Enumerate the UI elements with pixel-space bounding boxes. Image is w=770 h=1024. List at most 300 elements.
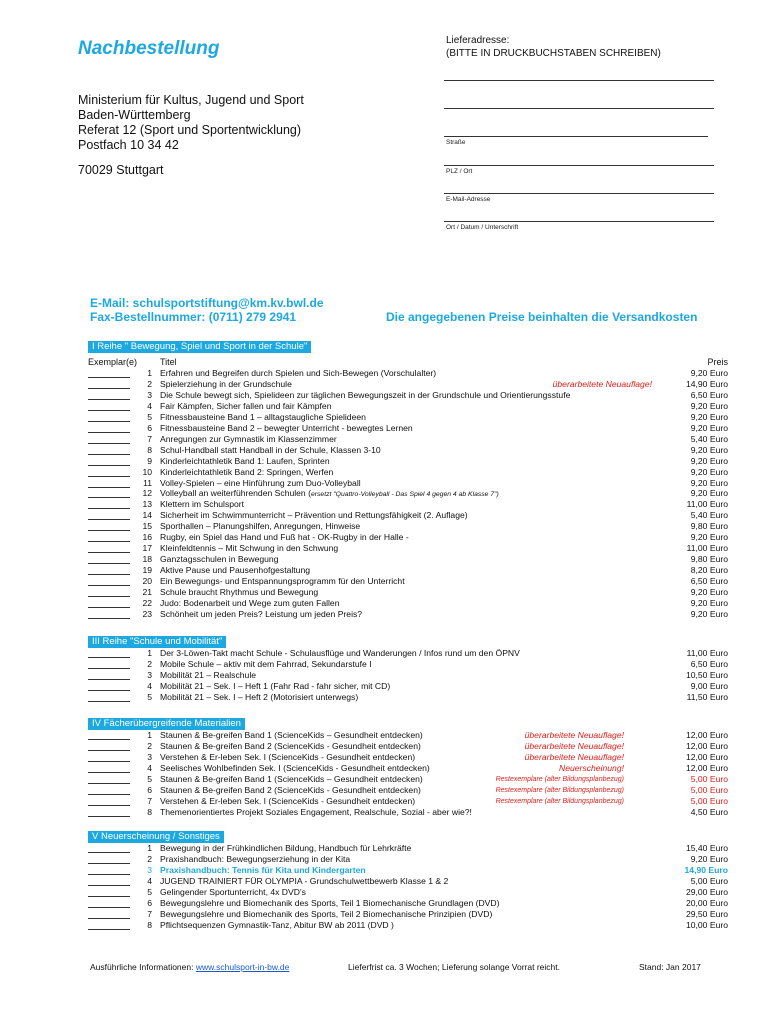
item-price: 9,20 Euro (690, 368, 728, 378)
item-title-text: Mobilität 21 – Realschule (160, 669, 257, 680)
item-title-text: Aktive Pause und Pausenhofgestaltung (160, 565, 311, 576)
item-number: 9 (147, 455, 152, 466)
quantity-field[interactable] (88, 865, 130, 875)
order-row (88, 379, 728, 390)
section-heading: I Reihe " Bewegung, Spiel und Sport in der Schule" (88, 341, 311, 353)
order-row (88, 401, 728, 412)
item-price: 9,80 Euro (690, 521, 728, 532)
item-title (160, 843, 411, 854)
item-price: 9,20 Euro (690, 455, 728, 466)
item-title (160, 576, 405, 587)
item-title (160, 854, 350, 865)
order-row (88, 887, 728, 898)
item-title-text: Rugby, ein Spiel das Hand und Fuß hat - OK-Rugby in der Halle - (160, 532, 409, 543)
item-number: 21 (142, 587, 152, 597)
item-title-text: Staunen & Be-greifen Band 2 (ScienceKids - Gesundheit entdecken) (160, 740, 421, 751)
col-title: Titel (160, 357, 177, 367)
section-heading: V Neuerscheinung / Sonstiges (88, 831, 224, 843)
quantity-field[interactable] (88, 488, 130, 498)
item-title-text: Anregungen zur Gymnastik im Klassenzimmer (160, 433, 337, 444)
item-title (160, 543, 338, 554)
item-number: 4 (147, 762, 152, 773)
order-row (88, 609, 728, 620)
quantity-field[interactable] (88, 876, 130, 886)
item-title-text: Gelingender Sportunterricht, 4x DVD's (160, 886, 306, 897)
quantity-field[interactable] (88, 379, 130, 389)
item-price: 9,20 Euro (690, 477, 728, 488)
order-row (88, 898, 728, 909)
quantity-field[interactable] (88, 401, 130, 411)
item-title (160, 648, 520, 659)
item-title (160, 730, 423, 741)
item-title-text: Mobilität 21 – Sek. I – Heft 2 (Motorisiert unterwegs) (160, 691, 359, 702)
delivery-label: Lieferadresse: (446, 35, 510, 46)
item-title (160, 598, 339, 609)
order-row (88, 390, 728, 401)
quantity-field[interactable] (88, 521, 130, 531)
item-title (160, 752, 415, 763)
item-price: 5,00 Euro (690, 795, 728, 806)
item-title-text: Staunen & Be-greifen Band 2 (ScienceKids - Gesundheit entdecken) (160, 784, 421, 795)
quantity-field[interactable] (88, 445, 130, 455)
order-row (88, 659, 728, 670)
item-price: 11,00 Euro (686, 648, 728, 658)
contact-fax: Fax-Bestellnummer: (0711) 279 2941 (90, 310, 297, 324)
email-label: E-Mail-Adresse (446, 196, 491, 203)
item-price: 9,20 Euro (690, 400, 728, 411)
signature-label: Ort / Datum / Unterschrift (446, 224, 519, 231)
item-price: 9,20 Euro (690, 466, 728, 477)
order-row (88, 543, 728, 554)
item-title (160, 499, 244, 510)
quantity-field[interactable] (88, 796, 130, 806)
delivery-name-line[interactable] (444, 80, 714, 81)
item-title-text: Volleyball an weiterführenden Schulen ( (160, 488, 311, 499)
item-price: 5,00 Euro (690, 875, 728, 886)
quantity-field[interactable] (88, 692, 130, 702)
item-title-text: Klettern im Schulsport (160, 499, 245, 510)
item-price: 11,50 Euro (686, 691, 728, 702)
quantity-field[interactable] (88, 532, 130, 542)
delivery-address-header (446, 34, 661, 60)
quantity-field[interactable] (88, 598, 130, 608)
quantity-field[interactable] (88, 565, 130, 575)
quantity-field[interactable] (88, 576, 130, 586)
item-price: 9,20 Euro (690, 853, 728, 864)
street-line[interactable] (444, 136, 708, 137)
item-title-text: Pflichtsequenzen Gymnastik-Tanz, Abitur BW ab 2011 (DVD ) (160, 919, 394, 930)
item-number: 2 (147, 378, 152, 389)
item-title (160, 565, 310, 576)
item-title (160, 774, 423, 785)
edition-note: überarbeitete Neuauflage! (552, 378, 652, 389)
item-number: 11 (143, 477, 152, 488)
item-title-text: Kinderleichtathletik Band 1: Laufen, Sprinten (160, 455, 330, 466)
item-title-text: Volley-Spielen – eine Hinführung zum Duo-Volleyball (160, 477, 361, 488)
item-price: 9,20 Euro (690, 532, 728, 543)
item-number: 19 (142, 565, 152, 576)
order-row (88, 730, 728, 741)
item-price: 29,50 Euro (685, 908, 728, 919)
item-price: 14,90 Euro (684, 864, 728, 875)
quantity-field[interactable] (88, 785, 130, 795)
item-title (160, 379, 292, 390)
item-price: 5,40 Euro (690, 433, 728, 444)
order-row (88, 670, 728, 681)
quantity-field[interactable] (88, 887, 130, 897)
item-title (160, 412, 366, 423)
order-row (88, 681, 728, 692)
item-price: 4,50 Euro (690, 806, 728, 817)
item-title (160, 423, 413, 434)
prices-note: Die angegebenen Preise beinhalten die Versandkosten (386, 310, 698, 324)
item-title (160, 609, 362, 620)
website-link[interactable]: www.schulsport-in-bw.de (195, 962, 290, 972)
quantity-field[interactable] (88, 412, 130, 422)
item-title (160, 887, 306, 898)
item-price: 5,00 Euro (690, 784, 728, 795)
item-price: 9,20 Euro (690, 597, 728, 608)
order-row (88, 521, 728, 532)
item-price: 12,00 Euro (685, 751, 728, 762)
quantity-field[interactable] (88, 467, 130, 477)
item-number: 1 (147, 648, 152, 658)
item-price: 9,20 Euro (690, 444, 728, 455)
quantity-field[interactable] (88, 763, 130, 773)
item-title-text: Bewegung in der Frühkindlichen Bildung, Handbuch für Lehrkräfte (160, 843, 412, 853)
item-title (160, 456, 330, 467)
contact-email: E-Mail: schulsportstiftung@km.kv.bwl.de (90, 296, 324, 310)
quantity-field[interactable] (88, 752, 130, 762)
item-title-text: Fitnessbausteine Band 2 – bewegter Unterricht - bewegtes Lernen (160, 422, 413, 433)
item-title-text: JUGEND TRAINIERT FÜR OLYMPIA - Grundschulwettbewerb Klasse 1 & 2 (160, 875, 449, 886)
item-number: 1 (147, 843, 152, 853)
order-row (88, 598, 728, 609)
item-title-text: Kleinfeldtennis – Mit Schwung in den Schwung (160, 543, 339, 554)
delivery-name-line-2[interactable] (444, 108, 714, 109)
quantity-field[interactable] (88, 368, 130, 378)
quantity-field[interactable] (88, 807, 130, 817)
order-row (88, 565, 728, 576)
order-row (88, 499, 728, 510)
item-title-text: Judo: Bodenarbeit und Wege zum guten Fallen (160, 597, 340, 608)
item-title (160, 785, 421, 796)
item-price: 10,00 Euro (685, 919, 728, 930)
item-title-text: Mobilität 21 – Sek. I – Heft 1 (Fahr Rad - fahr sicher, mit CD) (160, 680, 391, 691)
item-title (160, 681, 390, 692)
item-number: 13 (142, 499, 152, 510)
item-price: 9,80 Euro (690, 554, 728, 565)
item-title-text: Ein Bewegungs- und Entspannungsprogramm für den Unterricht (160, 576, 405, 587)
item-subnote: ersetzt "Quattro-Volleyball - Das Spiel 4 gegen 4 ab Klasse 7") (310, 491, 499, 499)
item-title-text: Schönheit um jeden Preis? Leistung um jeden Preis? (160, 608, 363, 619)
item-number: 8 (147, 444, 152, 455)
item-title-text: Spielerziehung in der Grundschule (160, 378, 292, 389)
item-title (160, 865, 366, 876)
item-title-text: Die Schule bewegt sich, Spielideen zur täglichen Bewegungszeit in der Grundschule und Orientierungsstufe (160, 389, 571, 400)
item-number: 17 (142, 543, 152, 554)
order-row (88, 587, 728, 598)
item-number: 4 (147, 680, 152, 691)
item-price: 8,20 Euro (690, 565, 728, 576)
item-title-text: Fair Kämpfen, Sicher fallen und fair Kämpfen (160, 400, 332, 411)
order-row (88, 368, 728, 379)
quantity-field[interactable] (88, 423, 130, 433)
item-title-text: Schule braucht Rhythmus und Bewegung (160, 587, 319, 597)
item-title (160, 467, 333, 478)
item-number: 15 (142, 521, 152, 532)
item-title-text: Kinderleichtathletik Band 2: Springen, Werfen (160, 466, 334, 477)
order-row (88, 741, 728, 752)
item-number: 14 (142, 510, 152, 521)
item-title-text: Verstehen & Er-leben Sek. I (ScienceKids - Gesundheit entdecken) (160, 751, 416, 762)
item-title (160, 909, 492, 920)
item-number: 8 (147, 919, 152, 930)
item-price: 9,20 Euro (690, 587, 728, 597)
item-title (160, 390, 570, 401)
order-row (88, 478, 728, 489)
item-title-text: Themenorientiertes Projekt Soziales Engagement, Realschule, Sozial - aber wie?! (160, 806, 472, 817)
order-row (88, 412, 728, 423)
item-number: 1 (147, 730, 152, 740)
item-number: 5 (147, 411, 152, 422)
quantity-field[interactable] (88, 730, 130, 740)
order-row (88, 763, 728, 774)
item-price: 9,20 Euro (690, 422, 728, 433)
order-row (88, 752, 728, 763)
item-title-text: Der 3-Löwen-Takt macht Schule - Schulausflüge und Wanderungen / Infos rund um den ÖPNV (160, 648, 520, 658)
item-title (160, 521, 360, 532)
item-number: 7 (147, 795, 152, 806)
quantity-field[interactable] (88, 843, 130, 853)
order-row (88, 774, 728, 785)
item-title (160, 554, 278, 565)
item-title-text: Seelisches Wohlbefinden Sek. I (ScienceKids - Gesundheit entdecken) (160, 762, 430, 773)
item-title-text: Ganztagsschulen in Bewegung (160, 554, 279, 565)
order-row (88, 576, 728, 587)
item-title-text: Mobile Schule – aktiv mit dem Fahrrad, Sekundarstufe I (160, 658, 372, 669)
quantity-field[interactable] (88, 909, 130, 919)
order-row (88, 796, 728, 807)
item-number: 10 (142, 466, 152, 477)
footer-delivery: Lieferfrist ca. 3 Wochen; Lieferung solange Vorrat reicht. (348, 962, 560, 972)
order-row (88, 865, 728, 876)
item-title (160, 763, 430, 774)
item-title (160, 876, 448, 887)
address-line: Referat 12 (Sport und Sportentwicklung) (78, 123, 302, 137)
item-number: 2 (147, 658, 152, 669)
item-number: 16 (142, 532, 152, 543)
remaining-stock-note: Restexemplare (alter Bildungsplanbezug) (495, 797, 624, 805)
footer-date: Stand: Jan 2017 (639, 962, 701, 972)
quantity-field[interactable] (88, 609, 130, 619)
address-line: Ministerium für Kultus, Jugend und Sport (78, 93, 304, 107)
email-line[interactable] (444, 193, 714, 194)
signature-line[interactable] (444, 221, 714, 222)
order-row (88, 876, 728, 887)
item-number: 3 (147, 751, 152, 762)
item-title (160, 670, 256, 681)
quantity-field[interactable] (88, 554, 130, 564)
item-number: 2 (147, 740, 152, 751)
item-number: 5 (147, 773, 152, 784)
quantity-field[interactable] (88, 648, 130, 658)
item-number: 23 (142, 608, 152, 619)
recipient-city: 70029 Stuttgart (78, 163, 164, 177)
footer-info: Ausführliche Informationen: www.schulsport-in-bw.de (90, 962, 290, 972)
address-line: Baden-Württemberg (78, 108, 191, 122)
quantity-field[interactable] (88, 587, 130, 597)
item-number: 6 (147, 897, 152, 908)
remaining-stock-note: Restexemplare (alter Bildungsplanbezug) (495, 775, 624, 783)
item-price: 6,50 Euro (690, 576, 728, 587)
contact-info (90, 296, 324, 324)
item-title (160, 796, 415, 807)
order-row (88, 456, 728, 467)
order-row (88, 423, 728, 434)
quantity-field[interactable] (88, 898, 130, 908)
item-title-text: Praxishandbuch: Bewegungserziehung in der Kita (160, 853, 351, 864)
item-title (160, 741, 421, 752)
item-title-text: Fitnessbausteine Band 1 – alltagstaugliche Spielideen (160, 411, 366, 422)
item-number: 22 (142, 597, 152, 608)
quantity-field[interactable] (88, 920, 130, 930)
delivery-hint: (BITTE IN DRUCKBUCHSTABEN SCHREIBEN) (446, 48, 661, 59)
item-title (160, 587, 318, 598)
item-number: 1 (147, 368, 152, 378)
quantity-field[interactable] (88, 456, 130, 466)
item-price: 11,00 Euro (686, 499, 728, 510)
item-title-text: Staunen & Be-greifen Band 1 (ScienceKids – Gesundheit entdecken) (160, 773, 423, 784)
item-title-text: Staunen & Be-greifen Band 1 (ScienceKids – Gesundheit entdecken) (160, 730, 423, 740)
order-row (88, 510, 728, 521)
item-title (160, 659, 372, 670)
item-price: 5,40 Euro (690, 510, 728, 521)
item-number: 7 (147, 908, 152, 919)
item-number: 4 (147, 400, 152, 411)
quantity-field[interactable] (88, 741, 130, 751)
item-price: 12,00 Euro (685, 730, 728, 740)
edition-note: überarbeitete Neuauflage! (524, 740, 624, 751)
col-copies: Exemplar(e) (88, 357, 138, 367)
quantity-field[interactable] (88, 478, 130, 488)
item-title (160, 532, 409, 543)
order-row (88, 854, 728, 865)
quantity-field[interactable] (88, 659, 130, 669)
quantity-field[interactable] (88, 390, 130, 400)
quantity-field[interactable] (88, 854, 130, 864)
item-title-text: Praxishandbuch: Tennis für Kita und Kindergarten (160, 864, 366, 875)
item-number: 4 (147, 875, 152, 886)
item-number: 3 (147, 669, 152, 680)
item-number: 3 (147, 389, 152, 400)
order-row (88, 554, 728, 565)
edition-note: überarbeitete Neuauflage! (524, 730, 624, 740)
item-number: 18 (142, 554, 152, 565)
plz-label: PLZ / Ort (446, 168, 473, 175)
quantity-field[interactable] (88, 774, 130, 784)
item-number: 20 (142, 576, 152, 587)
item-number: 12 (142, 488, 152, 499)
item-title (160, 898, 499, 909)
order-row (88, 467, 728, 478)
item-title (160, 920, 394, 931)
item-number: 6 (147, 784, 152, 795)
quantity-field[interactable] (88, 670, 130, 680)
quantity-field[interactable] (88, 681, 130, 691)
item-price: 9,20 Euro (690, 411, 728, 422)
order-row (88, 920, 728, 931)
order-row (88, 692, 728, 703)
quantity-field[interactable] (88, 434, 130, 444)
plz-line[interactable] (444, 165, 714, 166)
order-row (88, 807, 728, 818)
quantity-field[interactable] (88, 543, 130, 553)
quantity-field[interactable] (88, 499, 130, 509)
item-price: 29,00 Euro (685, 886, 728, 897)
item-price: 6,50 Euro (690, 658, 728, 669)
remaining-stock-note: Restexemplare (alter Bildungsplanbezug) (495, 786, 624, 794)
item-price: 9,00 Euro (690, 680, 728, 691)
section-heading: IV Fächerübergreifende Materialien (88, 718, 245, 730)
item-price: 9,20 Euro (690, 608, 728, 619)
item-number: 8 (147, 806, 152, 817)
order-row (88, 532, 728, 543)
item-title (160, 401, 332, 412)
address-line: Postfach 10 34 42 (78, 138, 179, 152)
item-price: 9,20 Euro (690, 488, 728, 499)
item-title-text: Bewegungslehre und Biomechanik des Sports, Teil 2 Biomechanische Prinzipien (DVD) (160, 908, 493, 919)
quantity-field[interactable] (88, 510, 130, 520)
item-price: 14,90 Euro (685, 378, 728, 389)
item-price: 11,00 Euro (686, 543, 728, 554)
item-price: 5,00 Euro (690, 773, 728, 784)
edition-note: überarbeitete Neuauflage! (524, 751, 624, 762)
item-title (160, 434, 337, 445)
item-number: 6 (147, 422, 152, 433)
section-heading: III Reihe "Schule und Mobilität" (88, 636, 226, 648)
item-title-text: Erfahren und Begreifen durch Spielen und Sich-Bewegen (Vorschulalter) (160, 368, 437, 378)
col-price: Preis (707, 357, 728, 367)
order-row (88, 488, 728, 499)
order-row (88, 785, 728, 796)
item-number: 7 (147, 433, 152, 444)
order-row (88, 648, 728, 659)
item-number: 2 (147, 853, 152, 864)
order-row (88, 909, 728, 920)
item-price: 10,50 Euro (685, 669, 728, 680)
item-title (160, 510, 468, 521)
item-title-text: Sporthallen – Planungshilfen, Anregungen, Hinweise (160, 521, 361, 532)
edition-note: Neuerscheinung! (559, 762, 624, 773)
order-row (88, 843, 728, 854)
item-title-text: Schul-Handball statt Handball in der Schule, Klassen 3-10 (160, 444, 381, 455)
item-title (160, 807, 472, 818)
item-title (160, 478, 361, 489)
item-title (160, 692, 358, 703)
item-title (160, 368, 436, 379)
page-title: Nachbestellung (78, 38, 220, 59)
item-number: 5 (147, 886, 152, 897)
item-price: 12,00 Euro (685, 740, 728, 751)
item-price: 6,50 Euro (690, 389, 728, 400)
order-row (88, 434, 728, 445)
recipient-address (78, 93, 304, 153)
item-title (160, 445, 381, 456)
street-label: Straße (446, 139, 466, 146)
item-price: 12,00 Euro (685, 762, 728, 773)
item-price: 15,40 Euro (685, 843, 728, 853)
